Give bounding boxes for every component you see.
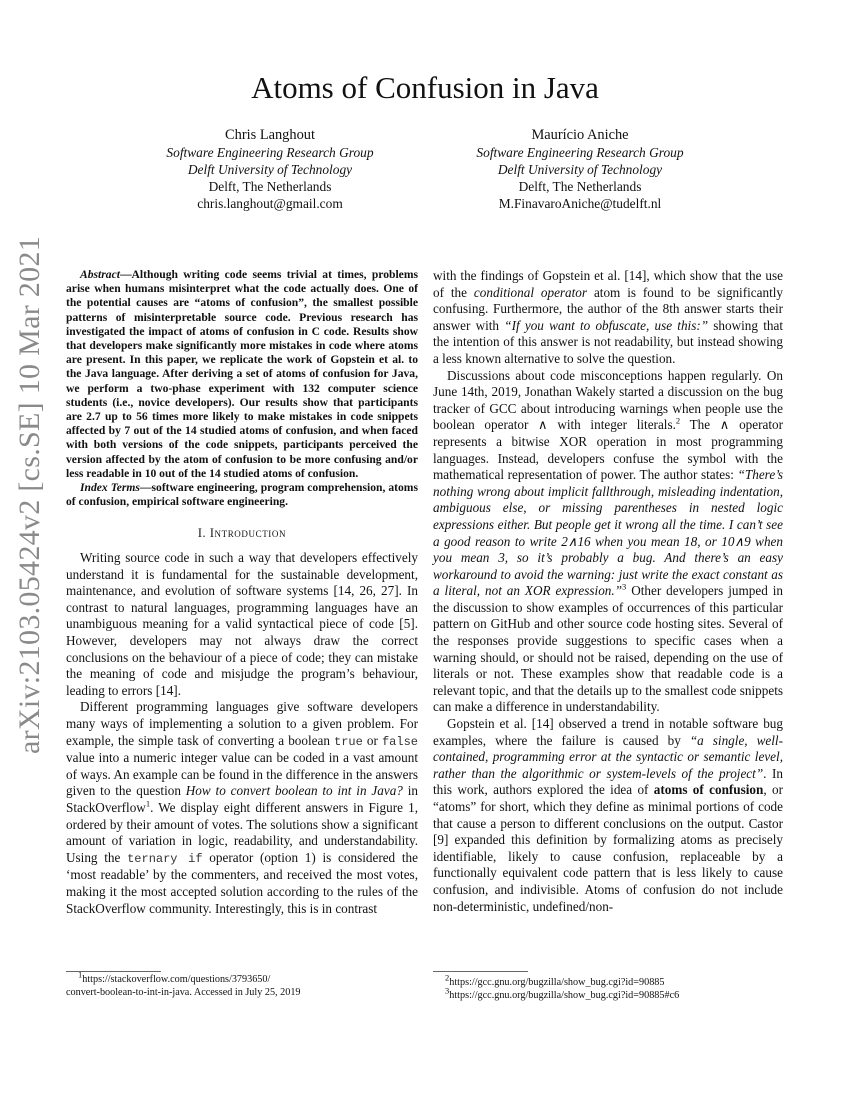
footnote: [66, 969, 418, 986]
index-terms-text: —software engineering, program comprehension, atoms of confusion, empirical software engineering.: [66, 481, 418, 509]
right-column: [433, 268, 783, 915]
question-title: How to convert boolean to int in Java?: [185, 783, 403, 799]
quote: “There’s nothing wrong about implicit fallthrough, misleading indentation, ambiguous else, or missing parentheses in nested logic expressions either. But people get it wrong all the time. I can’t see a good reason to write 2∧16 when you mean 18, or 10∧9 when you mean 3, so it’s probably a bug. And there’s an easy workaround to avoid the warning: just write the exact constant as a literal, not an XOR expression.”: [433, 467, 783, 599]
section-heading: [66, 525, 418, 542]
text-run: , or “atoms” for short, which they define as minimal portions of code that cause a person to different conclusions on the output. Castor [9] expanded this definition by formalizing atoms as precisely identifiable, likely to cause confusion, replaceable by a functionally equivalent code pattern that is less likely to cause confusion, and indivisible. Atoms of confusion do not include non-deterministic, undefined/non-: [433, 782, 783, 914]
footnote-link[interactable]: https://stackoverflow.com/questions/3793650/: [82, 974, 271, 985]
text-run: The ∧ operator represents a bitwise XOR operation in most programming languages. Instead, developers confuse the symbol with the mathematical representation of power. The author states:: [433, 417, 783, 483]
paper-title: Atoms of Confusion in Java: [251, 70, 599, 105]
text-run: operator (option 1) is considered the ‘most readable’ by the commenters, and received the most votes, making it the most accepted solution according to the rules of the StackOverflow community. Interestingly, this is in contrast: [66, 849, 418, 916]
left-column: [66, 268, 418, 917]
footnote-number: 2: [445, 972, 450, 983]
text-run: . We display eight different answers in Figure 1, ordered by their amount of votes. The solutions show a significant amount of variation in logic, readability, and understandability. Using the: [66, 799, 418, 865]
code-true: true: [334, 734, 363, 749]
author-name: Chris Langhout: [225, 127, 315, 143]
text-run: with the findings of Gopstein et al. [14], which show that the use of the: [433, 268, 783, 300]
index-terms-label: Index Terms: [80, 481, 140, 495]
quote: “If you want to obfuscate, use this:”: [504, 317, 709, 333]
abstract-text: —Although writing code seems trivial at times, problems arise when humans misinterpret what the code actually does. One of the potential causes are “atoms of confusion”, the smallest possible patterns of misinterpretable source code. Previous research has investigated the impact of atoms of confusion in C code. Results show that developers make significantly more mistakes in code where atoms are present. In this paper, we replicate the work of Gopstein et al. to the Java language. After deriving a set of atoms of confusion for Java, we perform a two-phase experiment with 132 computer science students (i.e., novice developers). Our results show that participants are 2.7 up to 56 times more likely to make mistakes in code snippets affected by 7 out of the 14 studied atoms of confusion, and when faced with both versions of the code snippets, participants perceived the version affected by the atom of confusion to be more confusing and/or less readable in 10 out of the 14 studied atoms of confusion.: [66, 268, 418, 480]
footnote: [433, 985, 783, 1002]
author-block-2: [430, 127, 730, 212]
text-run: Other developers jumped in the discussion to show examples of occurrences of this particular pattern on GitHub and other source code hosting sites. Several of the responses provide suggestions to specific cases when a warning should, or should not be raised, depending on the use of literals or not. These examples show that readable code is a relevant topic, and that the details up to the smallest code snippets can make a difference in understandability.: [433, 583, 783, 715]
code-false: false: [381, 734, 418, 749]
section-title: Introduction: [209, 526, 287, 541]
author-block-1: [120, 127, 420, 212]
paragraph: [433, 716, 783, 915]
text-run: Different programming languages give software developers many ways of implementing a solution to a given problem. For example, the simple task of converting a boolean: [66, 699, 418, 748]
footnote-ref[interactable]: 3: [622, 581, 627, 592]
footnote: [433, 972, 783, 989]
text-run: in StackOverflow: [66, 783, 419, 815]
abstract: [66, 268, 418, 481]
text-run: atom is found to be significantly confusing. Furthermore, the author of the 8th answer starts their answer with: [433, 284, 784, 333]
text-run: Gopstein et al. [14] observed a trend in notable software bug examples, where the failure is caused by: [433, 716, 783, 748]
text-run: value into a numeric integer value can be coded in a vast amount of ways. An example can be found in the difference in the answers given to the question: [66, 750, 418, 799]
arxiv-sidebar: [0, 235, 60, 755]
footnote-number: 3: [445, 985, 450, 996]
footnote-ref[interactable]: 2: [675, 415, 681, 426]
author-location: Delft, The Netherlands: [518, 179, 642, 194]
author-name: Maurício Aniche: [531, 127, 629, 143]
text-run: Discussions about code misconceptions happen regularly. On June 14th, 2019, Jonathan Wakely started a discussion on the bug tracker of GCC about introducing warnings when people use the boolean operator ∧ with integer literals.: [433, 367, 783, 433]
author-email[interactable]: M.FinavaroAniche@tudelft.nl: [498, 196, 662, 211]
bold-term: atoms of confusion: [653, 782, 764, 798]
text-run: or: [362, 732, 382, 748]
paragraph: Writing source code in such a way that developers effectively understand it is fundamental for the sustainable development, maintenance, and evolution of software systems [14, 26, 27]. In contrast to natural languages, programming languages have an unambiguous meaning for a valid syntactical piece of code [5]. However, developers may not always draw the correct conclusions on the behaviour of a piece of code; they can mistake the meaning of code and misjudge the program’s behaviour, leading to errors [14].: [66, 550, 418, 698]
text-run: . In this work, authors explored the idea of: [433, 765, 783, 798]
footnotes-left: [66, 969, 418, 999]
footnote-link[interactable]: https://gcc.gnu.org/bugzilla/show_bug.cgi?id=90885#c6: [449, 990, 680, 1001]
author-location: Delft, The Netherlands: [208, 179, 332, 194]
paragraph: [433, 268, 783, 368]
author-group: Software Engineering Research Group: [166, 145, 374, 160]
footnote-ref[interactable]: 1: [145, 798, 151, 809]
index-terms: [66, 481, 418, 509]
footnote-number: 1: [78, 969, 83, 980]
paragraph: [433, 368, 783, 716]
footnote-link[interactable]: https://gcc.gnu.org/bugzilla/show_bug.cgi?id=90885: [449, 977, 665, 988]
abstract-label: Abstract: [80, 268, 120, 281]
author-university: Delft University of Technology: [187, 162, 353, 177]
code-ternary: ternary if: [127, 851, 203, 866]
quote: “a single, well-contained, programming error at the syntactic or semantic level, rather than the algorithmic or system-levels of the project”: [433, 732, 783, 781]
author-email[interactable]: chris.langhout@gmail.com: [197, 196, 343, 211]
emphasis: conditional operator: [473, 284, 588, 300]
arxiv-identifier: arXiv:2103.05424v2 [cs.SE] 10 Mar 2021: [13, 235, 46, 755]
footnotes-right: [433, 972, 783, 1002]
author-group: Software Engineering Research Group: [476, 145, 684, 160]
footnote-cont: convert-boolean-to-int-in-java. Accessed in July 25, 2019: [66, 987, 301, 998]
section-number: I.: [197, 526, 210, 541]
paragraph: [66, 699, 418, 917]
author-university: Delft University of Technology: [497, 162, 663, 177]
text-run: showing that the intention of this answer is not readability, but instead showing a less known alternative to solve the question.: [433, 317, 783, 366]
